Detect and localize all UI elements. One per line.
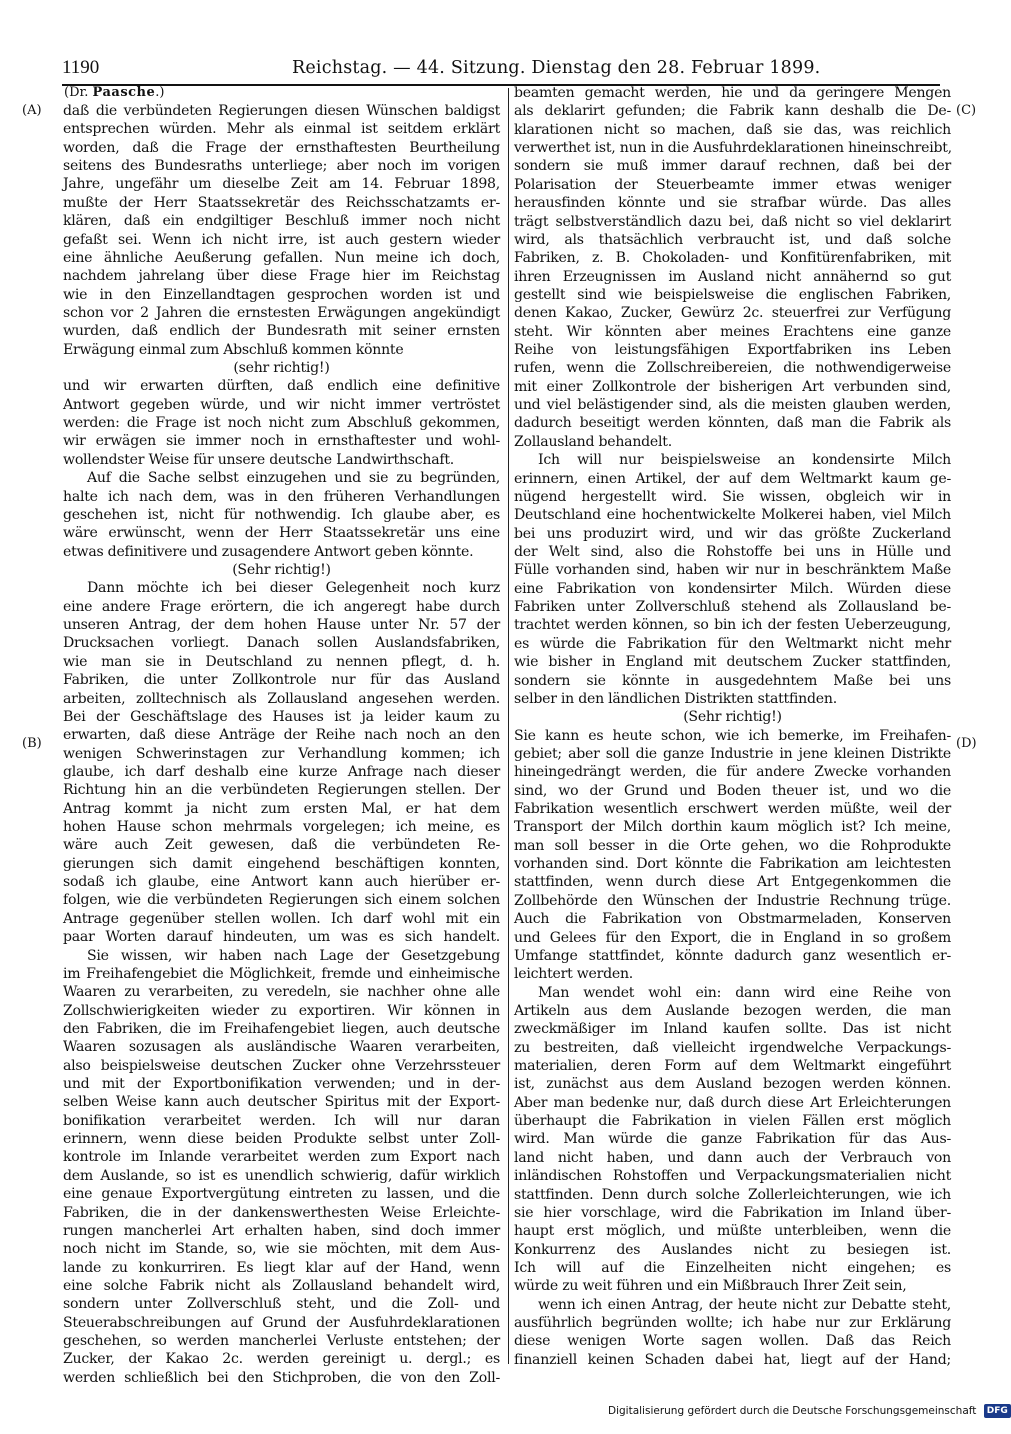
text-line: der Welt sind, also die Rohstoffe bei uns in Hülle und <box>514 543 951 560</box>
text-line: gestellt sind wie beispielsweise die englischen Fabriken, <box>514 286 951 303</box>
text-line: werden schließlich bei den Stichproben, die von den Zoll- <box>63 1369 500 1386</box>
text-line: folgen, wie die verbündeten Regierungen sich einem solchen <box>63 892 500 909</box>
text-line: worden, daß die Frage der ernsthaftesten Beurtheilung <box>63 139 500 156</box>
text-line: trägt selbstverständlich dazu bei, daß nicht so viel deklarirt <box>514 213 951 230</box>
text-line: Antrage gegenüber stellen wollen. Ich darf wohl mit ein <box>63 910 500 927</box>
text-line: und wir erwarten dürften, daß endlich eine definitive <box>63 378 500 395</box>
text-line: selben Weise kann auch deutscher Spiritus mit der Export- <box>63 1094 500 1111</box>
text-line: Ich will auf die Einzelheiten nicht eingehen; es <box>514 1260 951 1276</box>
text-line: eine ähnliche Aeußerung gefallen. Nun meine ich doch, <box>63 249 500 266</box>
text-line: wenigen Schwerinstagen zur Verhandlung kommen; ich <box>63 745 500 762</box>
text-line: Dann möchte ich bei dieser Gelegenheit noch kurz <box>87 580 500 597</box>
text-line: Artikeln aus dem Auslande bezogen werden, die man <box>514 1002 951 1019</box>
text-line: klären, daß ein endgiltiger Beschluß immer noch nicht <box>63 213 500 230</box>
text-line: Ich will nur beispielsweise an kondensirte Milch <box>538 452 951 469</box>
text-line: werden: die Frage ist noch nicht zum Abschluß gekommen, <box>63 415 500 432</box>
text-line: steht. Wir könnten aber meines Erachtens eine ganze <box>514 323 951 340</box>
text-line: wie man sie in Deutschland zu nennen pflegt, d. h. <box>63 653 500 670</box>
text-line: wird. Man würde die ganze Fabrikation für das Aus- <box>514 1131 951 1148</box>
text-line: hohen Hause schon mehrmals vorgelegen; ich meine, es <box>63 819 500 836</box>
text-line: nügend hergestellt wird. Sie wissen, obgleich wir in <box>514 488 951 505</box>
margin-marker-d: (D) <box>956 736 977 751</box>
text-line: und viel belästigender sind, als die meisten glauben werden, <box>514 397 951 414</box>
text-line: Reihe von leistungsfähigen Exportfabriken ins Leben <box>514 342 951 359</box>
text-line: finanziell keinen Schaden dabei hat, liegt auf der Hand; <box>514 1351 951 1368</box>
margin-marker-b: (B) <box>22 736 42 751</box>
text-line: Fabrikation wesentlich erschwert werden müßte, weil der <box>514 801 951 818</box>
text-line: Fabriken, z. B. Chokoladen- und Konfitürenfabriken, mit <box>514 250 951 267</box>
text-line: (sehr richtig!) <box>233 360 330 377</box>
text-line: Konkurrenz des Auslandes nicht zu besiegen ist. <box>514 1241 951 1258</box>
text-line: mit einer Zollkontrole der bisherigen Art verbunden sind, <box>514 378 951 395</box>
text-line: Fabriken, die in der dankenswerthesten Weise Erleichte- <box>63 1204 500 1221</box>
text-line: stattfinden, wenn durch diese Art Entgegenkommen die <box>514 874 951 891</box>
text-line: trachtet werden können, so bin ich der festen Ueberzeugung, <box>514 617 951 634</box>
text-line: Bei der Geschäftslage des Hauses ist ja leider kaum zu <box>63 708 500 725</box>
text-line: erinnern, einen Artikel, der auf dem Weltmarkt kaum ge- <box>514 470 951 487</box>
text-line: als deklarirt gefunden; die Fabrik kann deshalb die De- <box>514 103 951 120</box>
text-line: Polarisation der Steuerbeamte immer etwas weniger <box>514 176 951 193</box>
text-line: seitens des Bundesraths unterliege; aber noch im vorigen <box>63 158 500 175</box>
text-line: Waaren sozusagen als ausländische Waaren verarbeiten, <box>63 1039 500 1056</box>
text-line: verwerthet ist, nun in die Ausfuhrdeklarationen hineinschreibt, <box>514 140 952 157</box>
text-line: (Sehr richtig!) <box>232 561 331 578</box>
text-line: gebiet; aber soll die ganze Industrie in jene kleinen Distrikte <box>514 745 951 762</box>
text-line: daß die verbündeten Regierungen diesen Wünschen baldigst <box>63 103 500 119</box>
text-line: lande zu konkurriren. Es liegt klar auf der Hand, wenn <box>63 1259 500 1276</box>
text-line: eine Fabrikation von kondensirter Milch. Würden diese <box>514 580 951 597</box>
text-line: eine solche Fabrik nicht als Zollausland behandelt wird, <box>63 1278 500 1294</box>
text-line: gierungen sich damit eingehend beschäftigen konnten, <box>63 855 500 872</box>
text-line: Fülle vorhanden sind, haben wir nur in beschränktem Maße <box>514 562 951 579</box>
page-header <box>62 56 940 86</box>
text-line: Auch die Fabrikation von Obstmarmeladen, Konserven <box>514 911 951 928</box>
right-column <box>514 84 951 1369</box>
text-line: es würde die Fabrikation für den Weltmarkt nicht mehr <box>514 635 951 652</box>
text-line: etwas definitivere und zusagendere Antwort geben könnte. <box>63 543 474 560</box>
text-line: wie in den Einzellandtagen gesprochen worden ist und <box>63 286 500 303</box>
dfg-logo: DFG <box>984 1404 1011 1418</box>
text-line: ihren Erzeugnissen im Ausland nicht annähernd so gut <box>514 268 951 285</box>
text-line: wurden, daß endlich der Bundesrath mit seiner ernsten <box>63 323 500 340</box>
footer-credit <box>608 1400 1008 1422</box>
text-line: erinnern, wenn diese beiden Produkte selbst unter Zoll- <box>63 1131 500 1148</box>
margin-marker-a: (A) <box>22 103 42 118</box>
column-divider <box>508 88 509 1364</box>
text-line: und Gelees für den Export, die in England in so großem <box>514 929 951 946</box>
text-line: inländischen Rohstoffen und Verpackungsmaterialien nicht <box>514 1168 951 1185</box>
text-line: also beispielsweise deutschen Zucker ohne Verzehrssteuer <box>63 1057 500 1074</box>
text-line: würde zu weit führen und ein Mißbrauch Ihrer Zeit sein, <box>514 1278 907 1295</box>
text-line: zu bestreiten, daß vielleicht irgendwelche Verpackungs- <box>514 1039 951 1056</box>
text-line: nachdem jahrelang über diese Frage hier im Reichstag <box>63 268 500 285</box>
text-line: mußte der Herr Staatssekretär des Reichsschatzamts er- <box>63 194 500 211</box>
text-line: wie bisher in England mit deutschem Zucker stattfinden, <box>514 654 951 671</box>
text-line: man soll besser in die Orte gehen, wo die Rohprodukte <box>514 837 951 854</box>
text-line: eine genaue Exportvergütung eintreten zu lassen, und die <box>63 1186 500 1203</box>
speaker-label <box>64 84 165 102</box>
text-line: leichtert werden. <box>514 966 634 983</box>
text-line: geschehen, so werden mancherlei Verluste entstehen; der <box>63 1333 500 1350</box>
text-line: rufen, wenn die Zollschreibereien, die nothwendigerweise <box>514 360 951 377</box>
text-line: halte ich nach dem, was in den früheren Verhandlungen <box>63 488 500 505</box>
text-line: arbeiten, zolltechnisch als Zollausland angesehen werden. <box>63 690 500 707</box>
text-line: wäre erwünscht, wenn der Herr Staatssekretär uns eine <box>63 525 500 542</box>
text-line: Steuerabschreibungen auf Grund der Ausfuhrdeklarationen <box>63 1314 500 1331</box>
text-line: wollendster Weise für unsere deutsche Landwirthschaft. <box>63 451 454 468</box>
text-line: haupt erst möglich, und müßte unterbleiben, wenn die <box>514 1223 951 1240</box>
text-line: Umfange stattfindet, könnte dadurch ganz wesentlich er- <box>514 947 951 964</box>
text-line: Zollschwierigkeiten wieder zu exportiren. Wir können in <box>63 1002 500 1019</box>
text-line: sind, wo der Grund und Boden theuer ist, und wo die <box>514 782 951 799</box>
text-line: vorhanden sind. Dort könnte die Fabrikation am leichtesten <box>514 856 951 873</box>
speaker-prefix: (Dr. <box>64 85 93 100</box>
text-line: Fabriken unter Zollverschluß stehend als Zollausland be- <box>514 599 951 616</box>
text-line: sie hier vorschlage, wird die Fabrikation im Inland über- <box>514 1204 951 1221</box>
text-line: herausfinden könnte und sie strafbar würde. Das alles <box>514 195 951 212</box>
margin-marker-c: (C) <box>956 103 977 118</box>
text-line: materialien, deren Form auf dem Weltmarkt eingeführt <box>514 1058 951 1075</box>
text-line: dem Auslande, so ist es unendlich schwierig, dafür wirklich <box>63 1167 500 1184</box>
text-line: klarationen nicht so machen, daß sie das, was reichlich <box>514 121 951 138</box>
text-line: Zollbehörde den Wünschen der Industrie Rechnung trüge. <box>514 892 951 909</box>
text-line: sondern sie könnte in ausgedehntem Maße bei uns <box>514 672 951 689</box>
text-line: zweckmäßiger im Inland kaufen sollte. Das ist nicht <box>514 1021 951 1038</box>
text-line: noch nicht im Stande, so, wie sie möchten, mit dem Aus- <box>63 1241 500 1258</box>
text-line: hineingedrängt werden, die für andere Zwecke vorhanden <box>514 764 951 781</box>
running-head: Reichstag. — 44. Sitzung. Dienstag den 28. Februar 1899. <box>292 58 821 78</box>
footer-text: Digitalisierung gefördert durch die Deutsche Forschungsgemeinschaft <box>608 1405 977 1417</box>
text-line: diese wenigen Worte sagen wollen. Daß das Reich <box>514 1333 951 1350</box>
text-line: Richtung hin an die verbündeten Regierungen stellen. Der <box>63 782 500 799</box>
text-line: wir erwägen sie immer noch in ernsthaftester und wohl- <box>63 433 500 450</box>
text-line: Sie wissen, wir haben nach Lage der Gesetzgebung <box>87 947 500 964</box>
text-line: beamten gemacht werden, hie und da geringere Mengen <box>514 85 951 101</box>
text-line: wird, als thatsächlich verbraucht ist, und daß solche <box>514 231 951 248</box>
text-line: Auf die Sache selbst einzugehen und sie zu begründen, <box>87 470 500 487</box>
text-line: Transport der Milch dorthin kaum möglich ist? Ich meine, <box>514 819 951 836</box>
text-line: Aber man bedenke nur, daß durch diese Art Erleichterungen <box>514 1094 951 1111</box>
text-line: Deutschland eine hochentwickelte Molkerei haben, viel Milch <box>514 507 951 524</box>
text-line: Fabriken, die unter Zollkontrole nur für das Ausland <box>63 672 500 689</box>
text-line: Erwägung einmal zum Abschluß kommen könnte <box>63 341 404 358</box>
text-line: ist, zunächst aus dem Ausland bezogen werden können. <box>514 1076 951 1093</box>
text-line: den Fabriken, die im Freihafengebiet liegen, auch deutsche <box>63 1020 500 1037</box>
text-line: dadurch beseitigt werden könnten, daß man die Fabrik als <box>514 415 951 432</box>
text-line: bonifikation verarbeitet werden. Ich will nur daran <box>63 1112 500 1129</box>
speaker-suffix: .) <box>155 85 165 100</box>
text-line: Sie kann es heute schon, wie ich bemerke, im Freihafen- <box>514 727 951 744</box>
text-line: ausführlich begründen wollte; ich habe nur zur Erklärung <box>514 1315 951 1332</box>
text-line: gefaßt sei. Wenn ich nicht irre, ist auch gestern wieder <box>63 231 500 248</box>
text-line: Antwort gegeben würde, und wir nicht immer vertröstet <box>63 396 500 413</box>
text-line: glaube, ich darf deshalb eine kurze Anfrage nach dieser <box>63 763 500 780</box>
text-line: und mit der Exportbonifikation verwenden; und in der- <box>63 1076 500 1093</box>
text-line: bei uns produzirt wird, und wir das größte Zuckerland <box>514 525 951 542</box>
text-line: land nicht haben, und dann auch der Verbrauch von <box>514 1149 951 1166</box>
page-number: 1190 <box>62 57 100 78</box>
text-line: Zucker, der Kakao 2c. werden gereinigt u. dergl.; es <box>63 1351 500 1368</box>
text-line: eine andere Frage erörtern, die ich angeregt habe durch <box>63 598 500 615</box>
text-line: denen Kakao, Zucker, Gewürz 2c. steuerfrei zur Verfügung <box>514 305 951 322</box>
text-line: (Sehr richtig!) <box>683 709 782 726</box>
left-column <box>63 102 500 1387</box>
text-line: Drucksachen vorliegt. Danach sollen Auslandsfabriken, <box>63 635 500 652</box>
text-line: geschehen ist, nicht für nothwendig. Ich glaube aber, es <box>63 506 500 523</box>
text-line: Jahre, ungefähr um dieselbe Zeit am 14. Februar 1898, <box>63 176 500 193</box>
speaker-name: Paasche <box>92 85 156 100</box>
text-line: entsprechen würden. Mehr als einmal ist seitdem erklärt <box>63 121 500 138</box>
text-line: rungen mancherlei Art erhalten haben, sind doch immer <box>63 1222 500 1239</box>
text-line: sodaß ich glaube, eine Antwort kann auch hierüber er- <box>63 874 500 891</box>
text-line: schon vor 2 Jahren die ernstesten Erwägungen angekündigt <box>63 304 500 321</box>
text-line: sondern unter Zollverschluß steht, und die Zoll- und <box>63 1296 500 1313</box>
text-line: paar Worten darauf hindeuten, um was es sich handelt. <box>63 929 500 946</box>
text-line: kontrole im Inlande verarbeitet werden zum Export nach <box>63 1149 500 1166</box>
text-line: im Freihafengebiet die Möglichkeit, fremde und einheimische <box>63 965 500 982</box>
text-line: selber in den ländlichen Distrikten stattfinden. <box>514 690 837 707</box>
text-line: wäre auch Zeit gewesen, daß die verbündeten Re- <box>63 837 500 854</box>
text-line: wenn ich einen Antrag, der heute nicht zur Debatte steht, <box>538 1296 951 1313</box>
text-line: Antrag kommt ja nicht zum ersten Mal, er hat dem <box>63 800 500 817</box>
text-line: Man wendet wohl ein: dann wird eine Reihe von <box>538 984 951 1001</box>
text-line: unseren Antrag, der dem hohen Hause unter Nr. 57 der <box>63 617 500 634</box>
text-line: sondern sie muß immer darauf rechnen, daß bei der <box>514 158 951 175</box>
text-line: erwarten, daß diese Anträge der Reihe nach noch an den <box>63 727 500 744</box>
text-line: Zollausland behandelt. <box>514 433 672 450</box>
text-line: Waaren zu verarbeiten, zu veredeln, sie nachher ohne alle <box>63 984 500 1001</box>
text-line: überhaupt die Fabrikation in vielen Fällen erst möglich <box>514 1113 951 1130</box>
text-line: stattfinden. Denn durch solche Zollerleichterungen, wie ich <box>514 1186 951 1203</box>
